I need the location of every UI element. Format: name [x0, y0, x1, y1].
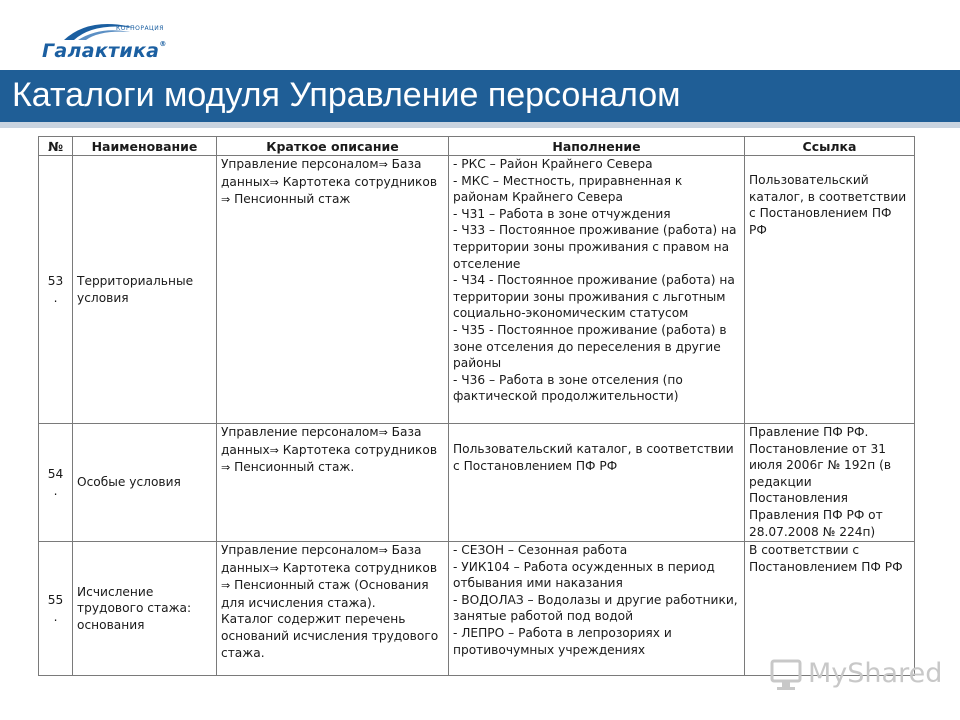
logo-registered: ®	[159, 40, 167, 48]
row-num	[39, 156, 73, 424]
row-content: - СЕЗОН – Сезонная работа - УИК104 – Работа осужденных в период отбывания ими наказания - ВОДОЛАЗ – Водолазы и другие работники, занятые работой под водой - ЛЕПРО – Работа в лепрозориях и противочумных учреждениях	[449, 542, 745, 676]
desc-part: Пенсионный стаж.	[234, 460, 355, 475]
row-name: Исчисление трудового стажа: основания	[73, 542, 217, 676]
row-link: Правление ПФ РФ. Постановление от 31 июля 2006г № 192п (в редакции Постановления Правления ПФ РФ от 28.07.2008 № 224п)	[745, 424, 915, 542]
arrow-right-icon: ⇒	[378, 158, 388, 171]
title-bar	[0, 70, 960, 122]
row-link-text: Пользовательский каталог, в соответствии с Постановлением ПФ РФ	[749, 173, 907, 237]
watermark-screen-icon	[770, 658, 804, 692]
logo-corp-label: КОРПОРАЦИЯ	[116, 25, 164, 32]
row-num-text: 53 .	[47, 273, 64, 305]
table-header-row	[39, 137, 915, 156]
desc-part: Управление персоналом	[221, 543, 379, 557]
desc-part: Картотека сотрудников	[282, 442, 438, 457]
desc-part: Пенсионный стаж (Основания для исчисления стажа).	[221, 578, 429, 610]
arrow-right-icon: ⇒	[378, 544, 388, 557]
table-row	[39, 156, 915, 424]
header-desc: Краткое описание	[217, 137, 449, 156]
title-underline-band	[0, 122, 960, 128]
row-content-text: Пользовательский каталог, в соответствии с Постановлением ПФ РФ	[453, 442, 734, 473]
desc-part: Картотека сотрудников	[282, 560, 438, 575]
row-num-text: 55 .	[47, 592, 64, 624]
arrow-right-icon: ⇒	[221, 461, 231, 475]
row-link	[745, 156, 915, 424]
desc-part: База данных	[221, 425, 422, 457]
watermark	[770, 656, 943, 696]
arrow-right-icon: ⇒	[269, 561, 279, 575]
row-desc	[217, 156, 449, 424]
desc-part: База данных	[221, 157, 422, 189]
arrow-right-icon: ⇒	[221, 579, 231, 593]
row-desc	[217, 424, 449, 542]
desc-part: Управление персоналом	[221, 157, 379, 171]
catalog-table	[38, 136, 915, 676]
row-link: В соответствии с Постановлением ПФ РФ	[745, 542, 915, 676]
arrow-right-icon: ⇒	[221, 193, 231, 207]
row-num	[39, 424, 73, 542]
row-num	[39, 542, 73, 676]
header-num: №	[39, 137, 73, 156]
desc-extra: Каталог содержит перечень оснований исчисления трудового стажа.	[221, 612, 439, 660]
header-link: Ссылка	[745, 137, 915, 156]
logo-name-text: Галактика	[42, 40, 160, 62]
row-name: Территориальные условия	[73, 156, 217, 424]
galaktika-logo	[40, 18, 180, 64]
page-title: Каталоги модуля Управление персоналом	[12, 76, 681, 114]
arrow-right-icon: ⇒	[269, 443, 279, 457]
header-name: Наименование	[73, 137, 217, 156]
arrow-right-icon: ⇒	[378, 426, 388, 439]
desc-part: Управление персоналом	[221, 425, 379, 439]
watermark-text: MyShared	[808, 658, 943, 689]
row-content: - РКС – Район Крайнего Севера - МКС – Местность, приравненная к районам Крайнего Севера - Ч31 – Работа в зоне отчуждения - Ч33 – Постоянное проживание (работа) на территории зоны проживания с правом на отселение - Ч34 - Постоянное проживание (работа) на территории зоны проживания с льготным социально-экономическим статусом - Ч35 - Постоянное проживание (работа) в зоне отселения до переселения в другие районы - Ч36 – Работа в зоне отселения (по фактической продолжительности)	[449, 156, 745, 424]
logo-name	[42, 40, 167, 62]
row-desc	[217, 542, 449, 676]
row-num-text: 54 .	[47, 466, 64, 498]
row-content	[449, 424, 745, 542]
row-name: Особые условия	[73, 424, 217, 542]
desc-part: База данных	[221, 543, 422, 575]
table-row	[39, 424, 915, 542]
desc-part: Пенсионный стаж	[234, 192, 351, 207]
desc-part: Картотека сотрудников	[282, 174, 438, 189]
header-content: Наполнение	[449, 137, 745, 156]
arrow-right-icon: ⇒	[269, 175, 279, 189]
